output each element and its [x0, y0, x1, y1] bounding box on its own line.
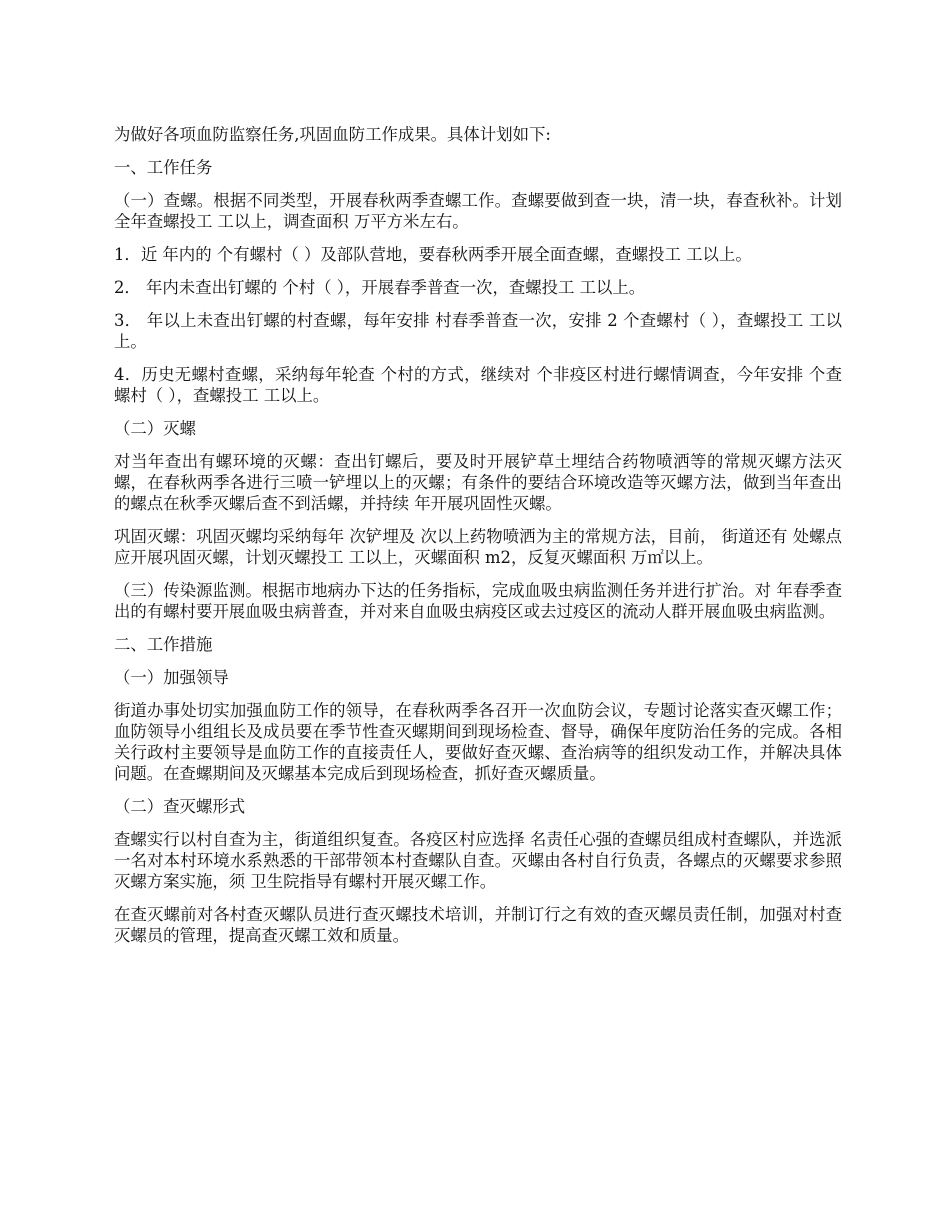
section-heading-measures: 二、工作措施 [114, 635, 213, 654]
intro-paragraph: 为做好各项血防监察任务,巩固血防工作成果。具体计划如下: [114, 125, 551, 144]
paragraph-current-year-control: 对当年查出有螺环境的灭螺：查出钉螺后，要及时开展铲草土埋结合药物喷洒等的常规灭螺方法灭螺，在春秋两季各进行三喷一铲埋以上的灭螺；有条件的要结合环境改造等灭螺方法，做到当年查出的螺点在秋季灭螺后查不到活螺，并持续 年开展巩固性灭螺。 [114, 452, 842, 513]
subsection-snail-survey: （一）查螺。根据不同类型，开展春秋两季查螺工作。查螺要做到查一块，清一块，春查秋补。计划全年查螺投工 工以上，调查面积 万平方米左右。 [114, 191, 842, 231]
paragraph-survey-forms: 查螺实行以村自查为主，街道组织复查。各疫区村应选择 名责任心强的查螺员组成村查螺队，并选派一名对本村环境水系熟悉的干部带领本村查螺队自查。灭螺由各村自行负责，各螺点的灭螺要求参照灭螺方案实施，须 卫生院指导有螺村开展灭螺工作。 [114, 830, 842, 891]
subsection-heading-leadership: （一）加强领导 [114, 668, 229, 687]
subsection-heading-forms: （二）查灭螺形式 [114, 797, 246, 816]
subsection-infection-monitoring: （三）传染源监测。根据市地病办下达的任务指标，完成血吸虫病监测任务并进行扩治。对 年春季查出的有螺村要开展血吸虫病普查，并对来自血吸虫病疫区或去过疫区的流动人群开展血吸虫病监测。 [114, 581, 842, 621]
paragraph-consolidation-control: 巩固灭螺：巩固灭螺均采纳每年 次铲埋及 次以上药物喷洒为主的常规方法，目前， 街道还有 处螺点应开展巩固灭螺，计划灭螺投工 工以上，灭螺面积 m2，反复灭螺面积 万㎡以上。 [114, 527, 842, 567]
subsection-heading-snail-control: （二）灭螺 [114, 419, 196, 438]
document-body [114, 124, 842, 958]
list-item-4: 4．历史无螺村查螺，采纳每年轮查 个村的方式，继续对 个非疫区村进行螺情调查，今年安排 个查螺村（ ），查螺投工 工以上。 [114, 365, 842, 405]
paragraph-training: 在查灭螺前对各村查灭螺队员进行查灭螺技术培训，并制订行之有效的查灭螺员责任制，加强对村查灭螺员的管理，提高查灭螺工效和质量。 [114, 905, 842, 945]
list-item-2: 2． 年内未查出钉螺的 个村（ ），开展春季普查一次，查螺投工 工以上。 [114, 278, 646, 297]
list-item-1: 1．近 年内的 个有螺村（ ）及部队营地，要春秋两季开展全面查螺，查螺投工 工以上。 [114, 245, 752, 264]
list-item-3: 3． 年以上未查出钉螺的村查螺，每年安排 村春季普查一次，安排 2 个查螺村（ ），查螺投工 工以上。 [114, 311, 842, 351]
paragraph-leadership: 街道办事处切实加强血防工作的领导，在春秋两季各召开一次血防会议，专题讨论落实查灭螺工作；血防领导小组组长及成员要在季节性查灭螺期间到现场检查、督导，确保年度防治任务的完成。各相关行政村主要领导是血防工作的直接责任人，要做好查灭螺、查治病等的组织发动工作，并解决具体问题。在查螺期间及灭螺基本完成后到现场检查，抓好查灭螺质量。 [114, 701, 842, 783]
section-heading-tasks: 一、工作任务 [114, 158, 213, 177]
